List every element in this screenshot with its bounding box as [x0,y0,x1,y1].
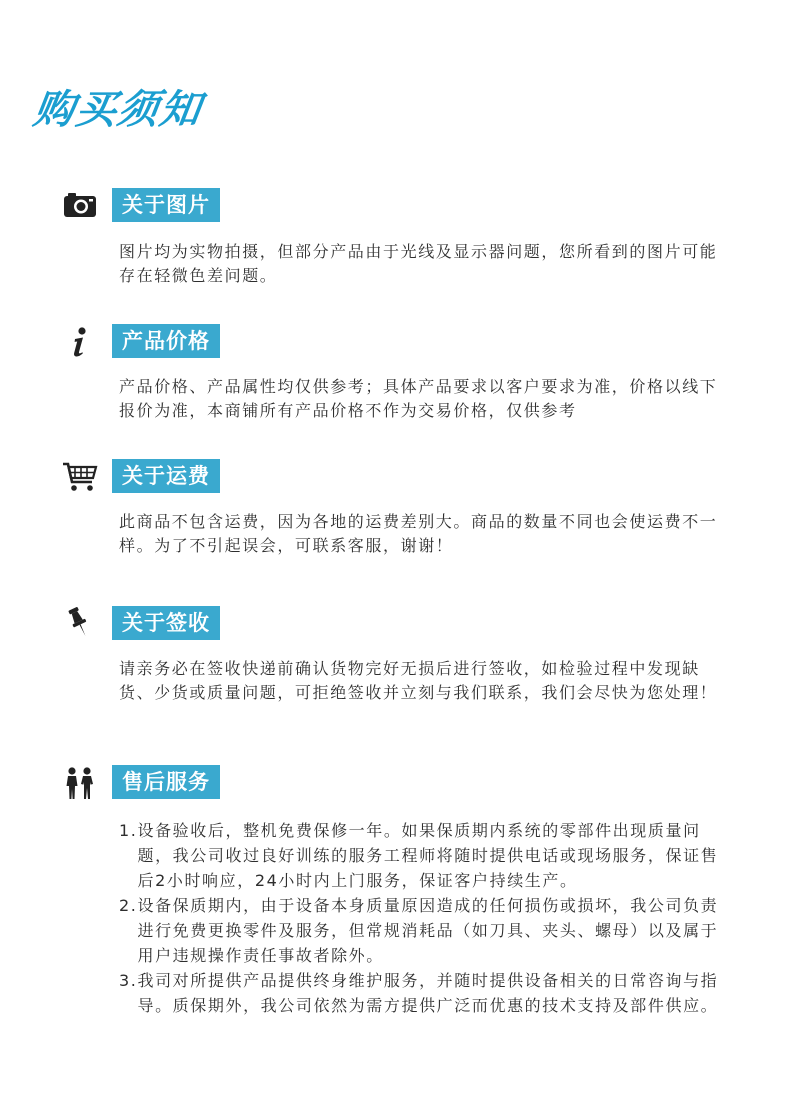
list-item [119,968,719,1018]
list-number: 3. [119,971,138,990]
section-heading: 关于运费 [112,459,220,493]
section-heading: 产品价格 [112,324,220,358]
section-body: 图片均为实物拍摄，但部分产品由于光线及显示器问题，您所看到的图片可能存在轻微色差问题。 [119,242,718,285]
section-heading: 关于图片 [112,188,220,222]
camera-icon [60,187,100,223]
list-number: 2. [119,896,138,915]
section-body: 此商品不包含运费，因为各地的运费差别大。商品的数量不同也会使运费不一样。为了不引起误会，可联系客服，谢谢！ [119,512,718,555]
info-icon [60,324,100,360]
list-number: 1. [119,821,138,840]
list-text: 我司对所提供产品提供终身维护服务，并随时提供设备相关的日常咨询与指导。质保期外，我公司依然为需方提供广泛而优惠的技术支持及部件供应。 [137,971,719,1015]
section-heading: 售后服务 [112,765,220,799]
section-body: 请亲务必在签收快递前确认货物完好无损后进行签收，如检验过程中发现缺货、少货或质量问题，可拒绝签收并立刻与我们联系，我们会尽快为您处理！ [119,659,718,702]
section-heading: 关于签收 [112,606,220,640]
list-item [119,818,719,893]
page-title: 购买须知 [30,87,206,133]
shopping-cart-icon [60,459,100,495]
pin-icon [60,604,100,640]
after-sales-list [119,818,719,1018]
list-text: 设备保质期内，由于设备本身质量原因造成的任何损伤或损坏，我公司负责进行免费更换零件及服务，但常规消耗品（如刀具、夹头、螺母）以及属于用户违规操作责任事故者除外。 [137,896,719,965]
section-body: 产品价格、产品属性均仅供参考；具体产品要求以客户要求为准，价格以线下报价为准，本商铺所有产品价格不作为交易价格，仅供参考 [119,377,718,420]
people-icon [60,765,100,801]
list-text: 设备验收后，整机免费保修一年。如果保质期内系统的零部件出现质量问题，我公司收过良好训练的服务工程师将随时提供电话或现场服务，保证售后2小时响应，24小时内上门服务，保证客户持续生产。 [137,821,719,890]
list-item [119,893,719,968]
